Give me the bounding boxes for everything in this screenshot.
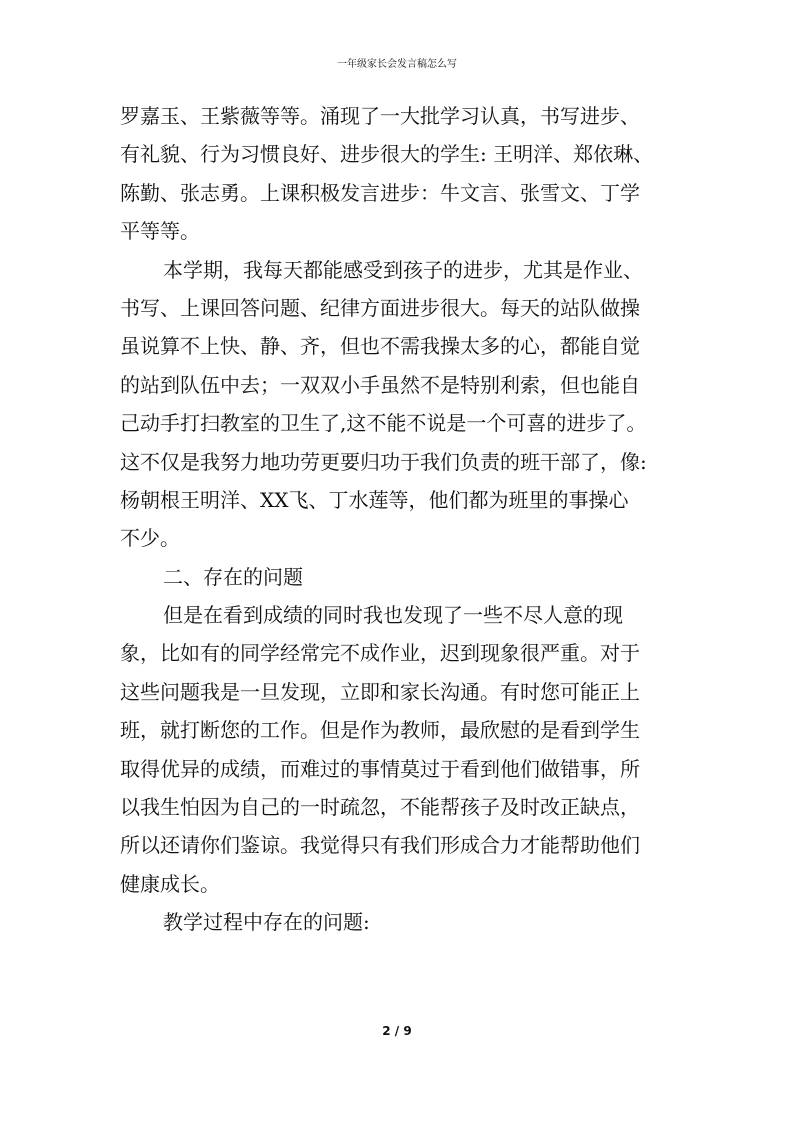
paragraph (120, 97, 695, 251)
text-line: 以我生怕因为自己的一时疏忽，不能帮孩子及时改正缺点， (120, 795, 640, 820)
text-line: 有礼貌、行为习惯良好、进步很大的学生: 王明洋、郑依琳、 (120, 142, 654, 167)
text-line: 二、存在的问题 (163, 564, 303, 589)
text-line: 取得优异的成绩，而难过的事情莫过于看到他们做错事，所 (120, 756, 640, 781)
paragraph (120, 903, 695, 941)
paragraph (120, 596, 695, 903)
text-line: 陈勤、张志勇。上课积极发言进步：牛文言、张雪文、丁学 (120, 180, 640, 205)
text-line: 杨朝根王明洋、XX飞、丁水莲等，他们都为班里的事操心 (120, 487, 629, 512)
page-number: 2 / 9 (382, 1024, 412, 1038)
text-line: 罗嘉玉、王紫薇等等。涌现了一大批学习认真，书写进步、 (120, 104, 640, 128)
page-footer (0, 1024, 794, 1038)
text-line: 象，比如有的同学经常完不成作业，迟到现象很严重。对于 (120, 641, 640, 666)
page-header (0, 58, 794, 72)
text-line: 书写、上课回答问题、纪律方面进步很大。每天的站队做操 (120, 295, 640, 320)
text-line: 教学过程中存在的问题: (163, 910, 370, 935)
section-heading (120, 558, 695, 596)
document-title: 一年级家长会发言稿怎么写 (337, 59, 457, 70)
text-line: 的站到队伍中去；一双双小手虽然不是特别利索，但也能自 (120, 372, 640, 397)
text-line: 平等等。 (120, 219, 200, 244)
text-line: 本学期，我每天都能感受到孩子的进步，尤其是作业、 (163, 257, 643, 282)
text-line: 这些问题我是一旦发现，立即和家长沟通。有时您可能正上 (120, 679, 640, 704)
document-body (120, 97, 695, 942)
text-line: 班，就打断您的工作。但是作为教师，最欣慰的是看到学生 (120, 718, 640, 743)
text-line: 健康成长。 (120, 871, 220, 896)
text-line: 这不仅是我努力地功劳更要归功于我们负责的班干部了，像: (120, 449, 647, 474)
text-line: 己动手打扫教室的卫生了,这不能不说是一个可喜的进步了。 (120, 411, 647, 436)
text-line: 但是在看到成绩的同时我也发现了一些不尽人意的现 (163, 603, 623, 628)
text-line: 虽说算不上快、静、齐，但也不需我操太多的心，都能自觉 (120, 334, 640, 359)
paragraph (120, 251, 695, 558)
text-line: 不少。 (120, 526, 180, 551)
text-line: 所以还请你们鉴谅。我觉得只有我们形成合力才能帮助他们 (120, 833, 640, 858)
